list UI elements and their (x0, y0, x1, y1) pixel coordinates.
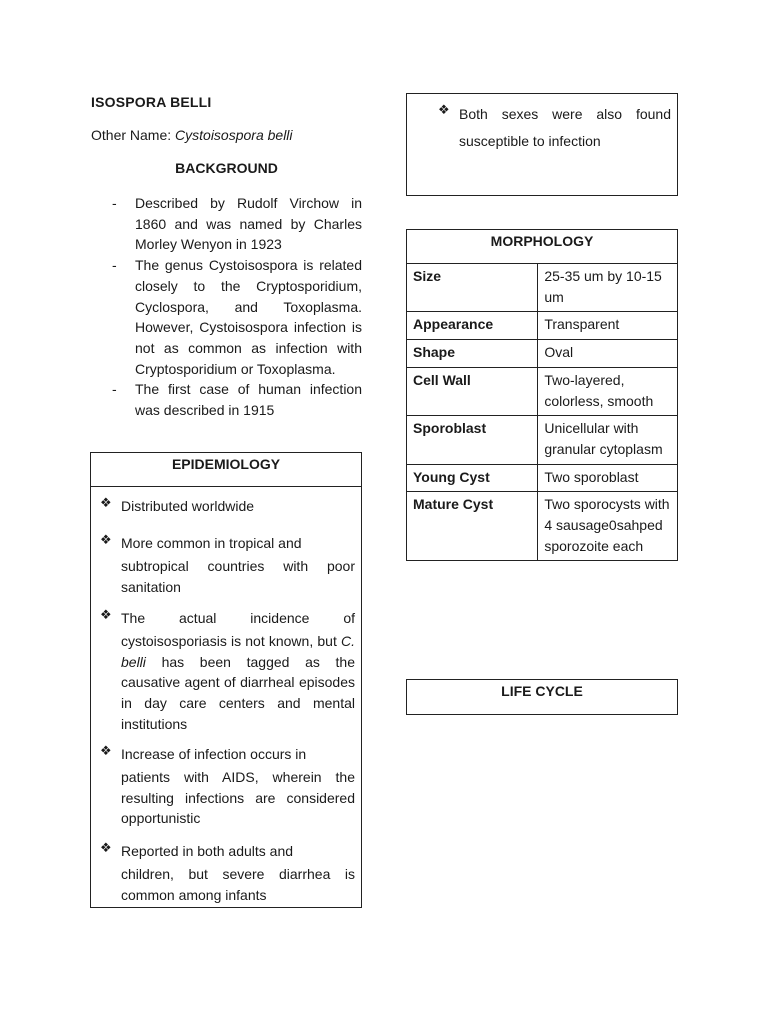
continued-epidemiology-box (406, 93, 678, 196)
epidemiology-item: ❖ More common in tropical and subtropical countries with poor sanitation (100, 532, 355, 595)
document-title: ISOSPORA BELLI (91, 94, 212, 110)
table-row (407, 416, 678, 464)
morphology-heading: MORPHOLOGY (407, 230, 678, 264)
row-label: Size (407, 264, 538, 312)
table-row (407, 464, 678, 492)
epidemiology-item: ❖ Distributed worldwide (100, 495, 255, 514)
row-value: Oval (538, 340, 678, 368)
diamond-bullet-icon: ❖ (100, 495, 112, 510)
table-row (407, 367, 678, 415)
other-name-value: Cystoisospora belli (175, 127, 293, 143)
row-value: Two sporoblast (538, 464, 678, 492)
row-label: Appearance (407, 312, 538, 340)
row-value: Two-layered, colorless, smooth (538, 367, 678, 415)
other-name-line (91, 127, 293, 143)
epidemiology-item: ❖ Reported in both adults and children, but severe diarrhea is common among infants (100, 840, 355, 903)
row-value: Two sporocysts with 4 sausage0sahped sporozoite each (538, 492, 678, 561)
diamond-bullet-icon: ❖ (100, 840, 112, 855)
background-item: - The genus Cystoisospora is related closely to the Cryptosporidium, Cyclospora, and Toxoplasma. However, Cystoisospora infection is not as common as infection with Cryptosporidium or Toxoplasma. (109, 255, 362, 379)
epidemiology-box (90, 452, 362, 908)
life-cycle-box (406, 679, 678, 715)
row-label: Shape (407, 340, 538, 368)
table-row (407, 340, 678, 368)
row-label: Cell Wall (407, 367, 538, 415)
life-cycle-heading: LIFE CYCLE (501, 683, 583, 699)
background-item: - The first case of human infection was described in 1915 (109, 379, 362, 420)
background-heading: BACKGROUND (175, 160, 278, 176)
row-label: Mature Cyst (407, 492, 538, 561)
table-row (407, 264, 678, 312)
row-label: Young Cyst (407, 464, 538, 492)
diamond-bullet-icon: ❖ (100, 532, 112, 547)
row-value: 25-35 um by 10-15 um (538, 264, 678, 312)
table-header-row (407, 230, 678, 264)
row-value: Unicellular with granular cytoplasm (538, 416, 678, 464)
table-row (407, 312, 678, 340)
background-item: - Described by Rudolf Virchow in 1860 and was named by Charles Morley Wenyon in 1923 (109, 193, 362, 255)
epidemiology-heading: EPIDEMIOLOGY (91, 453, 361, 487)
diamond-bullet-icon: ❖ (100, 743, 112, 758)
epidemiology-item: ❖ The actual incidence of cystoisosporiasis is not known, but C. belli has been tagged as the causative agent of diarrheal episodes in day care centers and mental institutions (100, 607, 355, 732)
continued-item: Both sexes were also found susceptible to infection (459, 106, 671, 149)
epidemiology-item: ❖ Increase of infection occurs in patients with AIDS, wherein the resulting infections are considered opportunistic (100, 743, 355, 827)
row-value: Transparent (538, 312, 678, 340)
diamond-bullet-icon: ❖ (438, 102, 450, 117)
morphology-table (406, 229, 678, 561)
table-row (407, 492, 678, 561)
background-list (109, 193, 362, 421)
diamond-bullet-icon: ❖ (100, 607, 112, 622)
row-label: Sporoblast (407, 416, 538, 464)
other-name-label: Other Name: (91, 127, 176, 143)
